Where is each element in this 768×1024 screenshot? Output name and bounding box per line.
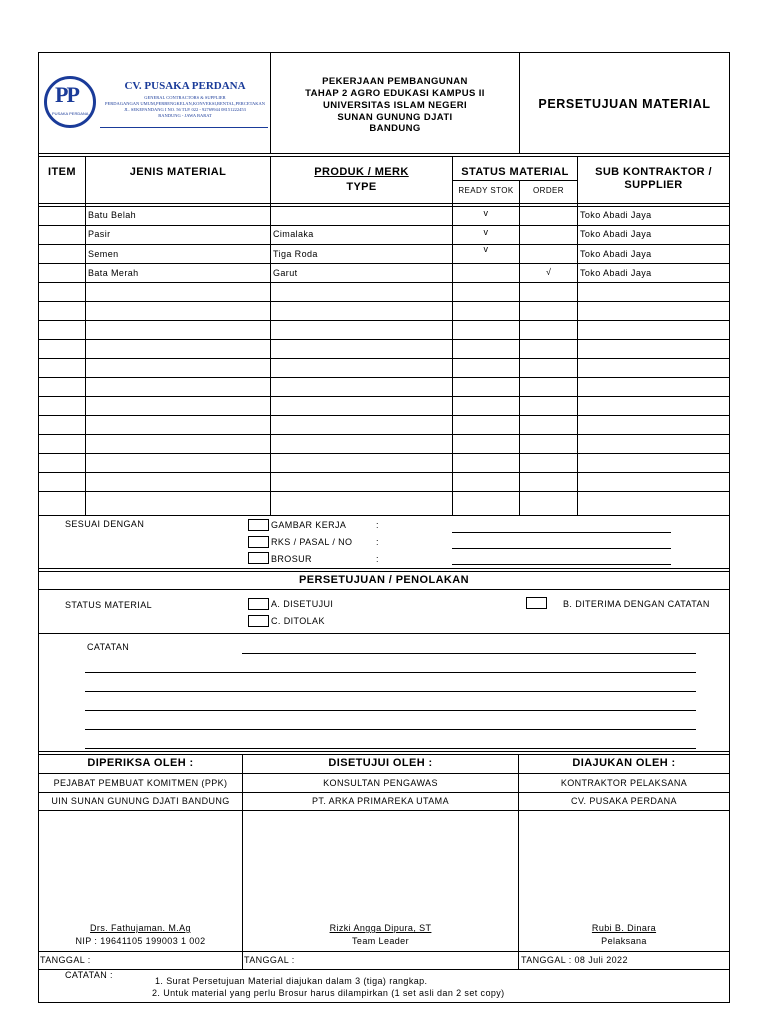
diajukan-heading: DIAJUKAN OLEH : (572, 757, 676, 769)
row-3-produk: Tiga Roda (273, 249, 318, 259)
diterima-catatan-checkbox[interactable] (526, 597, 547, 609)
col-header-jenis: JENIS MATERIAL (129, 166, 227, 178)
col-header-sub: SUB KONTRAKTOR / (595, 166, 712, 178)
kontraktor-position: Pelaksana (601, 936, 647, 946)
col-header-ready: READY STOK (458, 186, 514, 195)
ppk-nip: NIP : 19641105 199003 1 002 (75, 936, 206, 946)
project-line-2: TAHAP 2 AGRO EDUKASI KAMPUS II (305, 88, 485, 99)
disetujui-checkbox[interactable] (248, 598, 269, 610)
ditolak-label: C. DITOLAK (271, 616, 325, 626)
row-2-supplier: Toko Abadi Jaya (580, 229, 652, 239)
project-line-1: PEKERJAAN PEMBANGUNAN (322, 76, 468, 87)
ppk-name: Drs. Fathujaman. M.Ag (90, 923, 191, 933)
row-3-supplier: Toko Abadi Jaya (580, 249, 652, 259)
catatan-line-4[interactable] (85, 710, 696, 711)
row-2-ready: v (483, 227, 489, 237)
brosur-label: BROSUR (271, 554, 312, 564)
frame-top (38, 52, 730, 53)
project-line-3: UNIVERSITAS ISLAM NEGERI (322, 100, 468, 111)
col-header-produk: PRODUK / MERK (314, 166, 409, 178)
kontraktor-date: TANGGAL : 08 Juli 2022 (521, 955, 628, 965)
row-2-produk: Cimalaka (273, 229, 314, 239)
row-4-jenis: Bata Merah (88, 268, 139, 278)
catatan-label: CATATAN (87, 642, 130, 652)
footer-catatan-label: CATATAN : (65, 970, 113, 980)
row-2-jenis: Pasir (88, 229, 111, 239)
rks-checkbox[interactable] (248, 536, 269, 548)
gambar-checkbox[interactable] (248, 519, 269, 531)
sesuai-label: SESUAI DENGAN (65, 519, 145, 529)
row-1-supplier: Toko Abadi Jaya (580, 210, 652, 220)
catatan-line-1[interactable] (242, 653, 696, 654)
approval-title: PERSETUJUAN / PENOLAKAN (299, 574, 469, 586)
footer-note-2: 2. Untuk material yang perlu Brosur harus dilampirkan (1 set asli dan 2 set copy) (152, 988, 505, 998)
company-business: PERDAGANGAN UMUM,PERBENGKELAN,KONVEKSI,RENTAL,PERCETAKAN (105, 101, 265, 106)
row-3-ready: v (483, 244, 489, 254)
frame-right (729, 52, 730, 1003)
project-line-4: SUNAN GUNUNG DJATI (337, 112, 453, 123)
document-title: PERSETUJUAN MATERIAL (538, 97, 711, 111)
gambar-input-line[interactable] (452, 532, 671, 533)
ditolak-checkbox[interactable] (248, 615, 269, 627)
ppk-org: UIN SUNAN GUNUNG DJATI BANDUNG (51, 796, 230, 806)
row-3-jenis: Semen (88, 249, 119, 259)
catatan-line-3[interactable] (85, 691, 696, 692)
rks-input-line[interactable] (452, 548, 671, 549)
col-header-supplier: SUPPLIER (624, 179, 683, 191)
frame-left (38, 52, 39, 1003)
logo-subtext: PUSAKA PERDANA (52, 111, 89, 116)
company-name: CV. PUSAKA PERDANA (124, 80, 246, 92)
kontraktor-role: KONTRAKTOR PELAKSANA (560, 778, 688, 788)
diterima-catatan-label: B. DITERIMA DENGAN CATATAN (563, 599, 710, 609)
kontraktor-org: CV. PUSAKA PERDANA (571, 796, 677, 806)
company-underline (100, 127, 268, 128)
konsultan-position: Team Leader (352, 936, 409, 946)
gambar-colon: : (376, 520, 379, 530)
row-1-jenis: Batu Belah (88, 210, 137, 220)
konsultan-date: TANGGAL : (244, 955, 295, 965)
catatan-line-2[interactable] (85, 672, 696, 673)
brosur-checkbox[interactable] (248, 552, 269, 564)
company-city: BANDUNG - JAWA BARAT (158, 113, 212, 118)
konsultan-org: PT. ARKA PRIMAREKA UTAMA (312, 796, 449, 806)
disetujui-label: A. DISETUJUI (271, 599, 334, 609)
row-4-produk: Garut (273, 268, 298, 278)
disetujui-heading: DISETUJUI OLEH : (328, 757, 433, 769)
konsultan-role: KONSULTAN PENGAWAS (323, 778, 438, 788)
company-address: JL. SEKEPANDANG I NO. 56 TLP. 022 - 92769944 08151222453 (124, 107, 246, 112)
catatan-line-6[interactable] (85, 748, 696, 749)
brosur-input-line[interactable] (452, 564, 671, 565)
company-tagline: GENERAL CONTRACTORS & SUPPLIER (144, 95, 226, 100)
ppk-date: TANGGAL : (40, 955, 91, 965)
col-header-type: TYPE (346, 181, 377, 193)
gambar-label: GAMBAR KERJA (271, 520, 347, 530)
ppk-role: PEJABAT PEMBUAT KOMITMEN (PPK) (53, 778, 228, 788)
catatan-line-5[interactable] (85, 729, 696, 730)
footer-note-1: 1. Surat Persetujuan Material diajukan dalam 3 (tiga) rangkap. (155, 976, 428, 986)
status-material-label: STATUS MATERIAL (65, 600, 153, 610)
brosur-colon: : (376, 554, 379, 564)
project-line-5: BANDUNG (369, 123, 421, 134)
col-header-status: STATUS MATERIAL (461, 166, 569, 178)
konsultan-name: Rizki Angga Dipura, ST (329, 923, 432, 933)
rks-colon: : (376, 537, 379, 547)
col-header-order: ORDER (533, 186, 564, 195)
rks-label: RKS / PASAL / NO (271, 537, 353, 547)
kontraktor-name: Rubi B. Dinara (591, 923, 657, 933)
row-1-ready: v (483, 208, 489, 218)
row-4-order: √ (546, 267, 552, 277)
logo-monogram: PP (55, 82, 78, 107)
frame-bottom (38, 1002, 730, 1003)
row-4-supplier: Toko Abadi Jaya (580, 268, 652, 278)
col-header-item: ITEM (48, 166, 76, 178)
diperiksa-heading: DIPERIKSA OLEH : (87, 757, 194, 769)
